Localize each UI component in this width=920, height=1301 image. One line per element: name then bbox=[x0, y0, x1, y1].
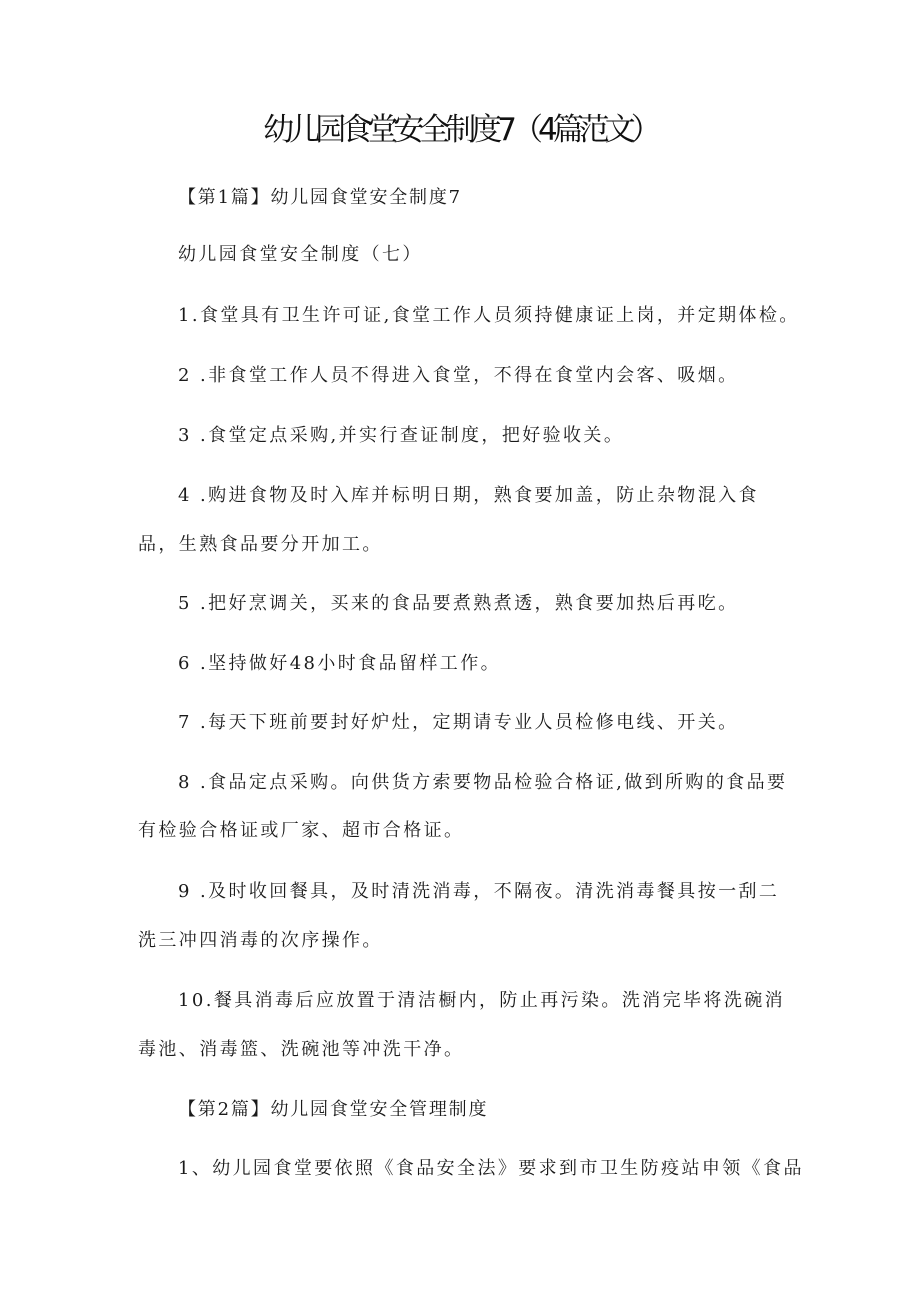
paragraph-line: 10.餐具消毒后应放置于清洁橱内，防止再污染。洗消完毕将洗碗消 bbox=[178, 990, 786, 1011]
paragraph-line: 5 .把好烹调关，买来的食品要煮熟煮透，熟食要加热后再吃。 bbox=[178, 593, 739, 614]
paragraph-line: 9 .及时收回餐具，及时清洗消毒，不隔夜。清洗消毒餐具按一刮二 bbox=[178, 881, 780, 902]
paragraph-line: 4 .购进食物及时入库并标明日期，熟食要加盖，防止杂物混入食 bbox=[178, 485, 759, 506]
section1-heading: 【第1篇】幼儿园食堂安全制度7 bbox=[178, 187, 462, 208]
paragraph-line: 品，生熟食品要分开加工。 bbox=[138, 534, 383, 555]
paragraph-line: 3 .食堂定点采购,并实行查证制度，把好验收关。 bbox=[178, 425, 625, 446]
paragraph-line: 8 .食品定点采购。向供货方索要物品检验合格证,做到所购的食品要 bbox=[178, 772, 788, 793]
paragraph-line: 洗三冲四消毒的次序操作。 bbox=[138, 930, 383, 951]
paragraph-line: 1、幼儿园食堂要依照《食品安全法》要求到市卫生防疫站申领《食品 bbox=[178, 1158, 804, 1179]
document-title: 幼儿园食堂安全制度7（4篇范文） bbox=[263, 112, 657, 148]
paragraph-line: 7 .每天下班前要封好炉灶，定期请专业人员检修电线、开关。 bbox=[178, 712, 739, 733]
paragraph-line: 有检验合格证或厂家、超市合格证。 bbox=[138, 820, 465, 841]
section2-heading: 【第2篇】幼儿园食堂安全管理制度 bbox=[178, 1099, 489, 1120]
paragraph-line: 6 .坚持做好48小时食品留样工作。 bbox=[178, 653, 501, 674]
paragraph-line: 1.食堂具有卫生许可证,食堂工作人员须持健康证上岗，并定期体检。 bbox=[178, 305, 800, 326]
section1-subtitle: 幼儿园食堂安全制度（七） bbox=[178, 244, 423, 265]
paragraph-line: 2 .非食堂工作人员不得进入食堂，不得在食堂内会客、吸烟。 bbox=[178, 365, 739, 386]
paragraph-line: 毒池、消毒篮、洗碗池等冲洗干净。 bbox=[138, 1039, 465, 1060]
